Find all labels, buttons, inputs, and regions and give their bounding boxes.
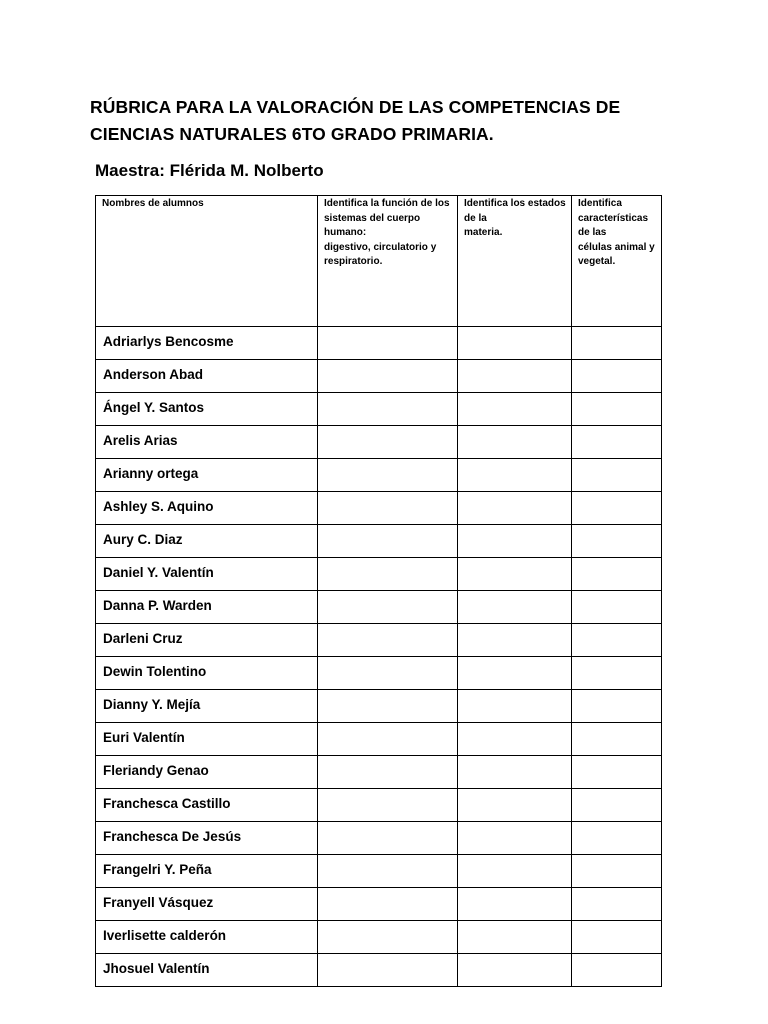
header-states-of-matter: Identifica los estados de la materia. [458, 196, 572, 327]
student-name-cell: Jhosuel Valentín [96, 954, 318, 987]
score-cell-criterion-1[interactable] [318, 360, 458, 393]
score-cell-criterion-3[interactable] [572, 591, 662, 624]
score-cell-criterion-1[interactable] [318, 492, 458, 525]
score-cell-criterion-1[interactable] [318, 921, 458, 954]
table-row [96, 426, 662, 459]
score-cell-criterion-3[interactable] [572, 525, 662, 558]
score-cell-criterion-2[interactable] [458, 789, 572, 822]
score-cell-criterion-1[interactable] [318, 459, 458, 492]
table-row [96, 789, 662, 822]
table-row [96, 855, 662, 888]
table-row [96, 558, 662, 591]
student-name-cell: Danna P. Warden [96, 591, 318, 624]
score-cell-criterion-1[interactable] [318, 624, 458, 657]
score-cell-criterion-2[interactable] [458, 822, 572, 855]
score-cell-criterion-2[interactable] [458, 360, 572, 393]
table-body [96, 327, 662, 987]
score-cell-criterion-1[interactable] [318, 525, 458, 558]
score-cell-criterion-1[interactable] [318, 756, 458, 789]
table-row [96, 888, 662, 921]
score-cell-criterion-2[interactable] [458, 459, 572, 492]
student-name-cell: Franchesca Castillo [96, 789, 318, 822]
student-name-cell: Adriarlys Bencosme [96, 327, 318, 360]
score-cell-criterion-1[interactable] [318, 789, 458, 822]
document-title: RÚBRICA PARA LA VALORACIÓN DE LAS COMPETENCIAS DE CIENCIAS NATURALES 6TO GRADO PRIMARIA. [90, 97, 621, 144]
score-cell-criterion-3[interactable] [572, 426, 662, 459]
student-name-cell: Franyell Vásquez [96, 888, 318, 921]
table-row [96, 822, 662, 855]
score-cell-criterion-1[interactable] [318, 822, 458, 855]
table-row [96, 591, 662, 624]
score-cell-criterion-2[interactable] [458, 426, 572, 459]
student-name-cell: Daniel Y. Valentín [96, 558, 318, 591]
teacher-name: Maestra: Flérida M. Nolberto [95, 161, 324, 180]
table-row [96, 525, 662, 558]
student-name-cell: Fleriandy Genao [96, 756, 318, 789]
student-name-cell: Franchesca De Jesús [96, 822, 318, 855]
score-cell-criterion-1[interactable] [318, 393, 458, 426]
score-cell-criterion-3[interactable] [572, 624, 662, 657]
table-row [96, 690, 662, 723]
score-cell-criterion-1[interactable] [318, 954, 458, 987]
score-cell-criterion-1[interactable] [318, 855, 458, 888]
score-cell-criterion-3[interactable] [572, 558, 662, 591]
table-row [96, 459, 662, 492]
header-cell-characteristics: Identifica características de las células animal y vegetal. [572, 196, 662, 327]
score-cell-criterion-3[interactable] [572, 690, 662, 723]
score-cell-criterion-2[interactable] [458, 723, 572, 756]
score-cell-criterion-2[interactable] [458, 888, 572, 921]
score-cell-criterion-2[interactable] [458, 591, 572, 624]
score-cell-criterion-2[interactable] [458, 855, 572, 888]
score-cell-criterion-1[interactable] [318, 690, 458, 723]
student-name-cell: Frangelri Y. Peña [96, 855, 318, 888]
table-row [96, 624, 662, 657]
score-cell-criterion-3[interactable] [572, 360, 662, 393]
student-name-cell: Arelis Arias [96, 426, 318, 459]
table-row [96, 921, 662, 954]
table-row [96, 723, 662, 756]
score-cell-criterion-3[interactable] [572, 789, 662, 822]
score-cell-criterion-3[interactable] [572, 327, 662, 360]
header-student-names: Nombres de alumnos [96, 196, 318, 327]
student-name-cell: Euri Valentín [96, 723, 318, 756]
student-name-cell: Darleni Cruz [96, 624, 318, 657]
score-cell-criterion-2[interactable] [458, 921, 572, 954]
student-name-cell: Aury C. Diaz [96, 525, 318, 558]
score-cell-criterion-2[interactable] [458, 690, 572, 723]
score-cell-criterion-3[interactable] [572, 723, 662, 756]
score-cell-criterion-2[interactable] [458, 657, 572, 690]
student-name-cell: Arianny ortega [96, 459, 318, 492]
score-cell-criterion-2[interactable] [458, 624, 572, 657]
table-row [96, 657, 662, 690]
score-cell-criterion-2[interactable] [458, 756, 572, 789]
score-cell-criterion-2[interactable] [458, 327, 572, 360]
student-name-cell: Ashley S. Aquino [96, 492, 318, 525]
header-body-systems: Identifica la función de los sistemas del cuerpo humano: digestivo, circulatorio y respiratorio. [318, 196, 458, 327]
student-name-cell: Ángel Y. Santos [96, 393, 318, 426]
score-cell-criterion-3[interactable] [572, 954, 662, 987]
score-cell-criterion-1[interactable] [318, 888, 458, 921]
table-row [96, 492, 662, 525]
score-cell-criterion-3[interactable] [572, 855, 662, 888]
score-cell-criterion-1[interactable] [318, 657, 458, 690]
score-cell-criterion-3[interactable] [572, 888, 662, 921]
table-row [96, 360, 662, 393]
score-cell-criterion-3[interactable] [572, 756, 662, 789]
rubric-table [95, 195, 662, 987]
score-cell-criterion-3[interactable] [572, 492, 662, 525]
score-cell-criterion-3[interactable] [572, 459, 662, 492]
table-row [96, 327, 662, 360]
student-name-cell: Iverlisette calderón [96, 921, 318, 954]
score-cell-criterion-1[interactable] [318, 558, 458, 591]
table-row [96, 954, 662, 987]
score-cell-criterion-2[interactable] [458, 525, 572, 558]
table-row [96, 393, 662, 426]
score-cell-criterion-1[interactable] [318, 723, 458, 756]
score-cell-criterion-2[interactable] [458, 954, 572, 987]
score-cell-criterion-2[interactable] [458, 393, 572, 426]
student-name-cell: Dianny Y. Mejía [96, 690, 318, 723]
student-name-cell: Dewin Tolentino [96, 657, 318, 690]
score-cell-criterion-3[interactable] [572, 393, 662, 426]
score-cell-criterion-3[interactable] [572, 822, 662, 855]
student-name-cell: Anderson Abad [96, 360, 318, 393]
score-cell-criterion-2[interactable] [458, 492, 572, 525]
table-header-row [96, 196, 662, 327]
score-cell-criterion-1[interactable] [318, 327, 458, 360]
score-cell-criterion-3[interactable] [572, 657, 662, 690]
score-cell-criterion-2[interactable] [458, 558, 572, 591]
score-cell-criterion-1[interactable] [318, 591, 458, 624]
score-cell-criterion-3[interactable] [572, 921, 662, 954]
table-row [96, 756, 662, 789]
score-cell-criterion-1[interactable] [318, 426, 458, 459]
